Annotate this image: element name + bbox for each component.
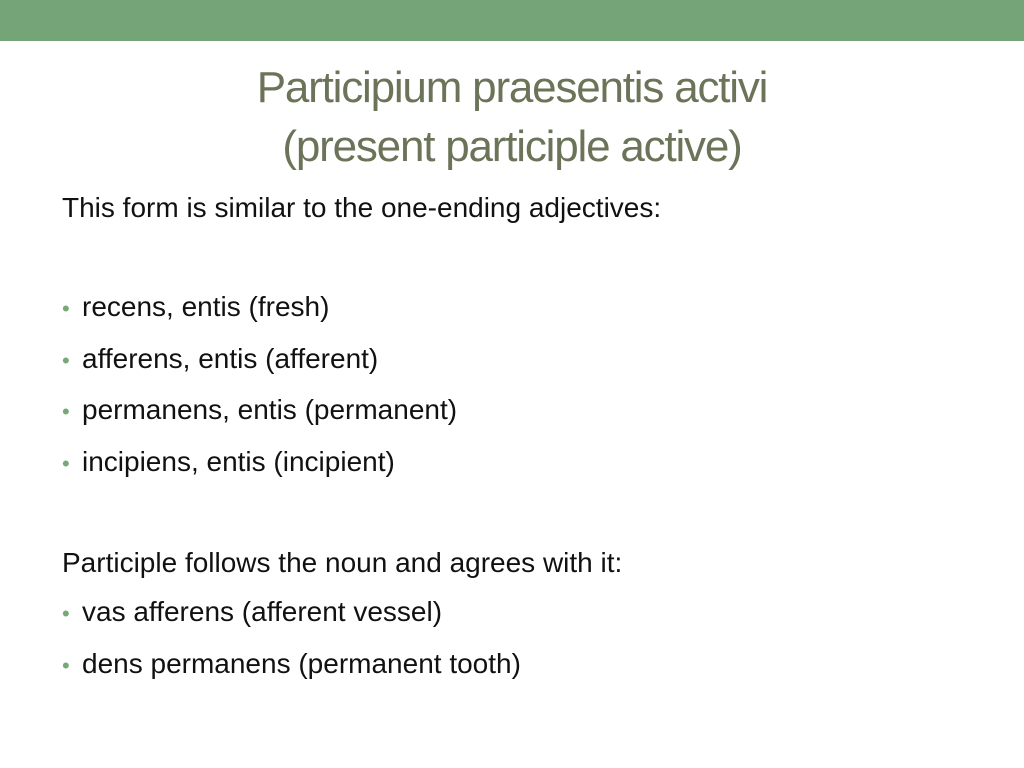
slide-body: [62, 183, 982, 690]
bullet-icon: •: [62, 399, 70, 424]
list-item-text: permanens, entis (permanent): [82, 394, 458, 425]
list-item-text: vas afferens (afferent vessel): [82, 596, 443, 627]
intro-text: This form is similar to the one-ending adjectives:: [62, 192, 662, 223]
list-item-text: afferens, entis (afferent): [82, 342, 379, 374]
list-item-text: recens, entis (fresh): [82, 291, 330, 322]
bullet-icon: •: [62, 652, 70, 678]
adjective-list: [62, 282, 982, 488]
list-item: [62, 437, 982, 489]
top-accent-bar: [0, 0, 1024, 41]
list-item: [62, 385, 982, 437]
example-list: [62, 587, 982, 690]
slide-title: [0, 58, 1024, 176]
list-item: [62, 334, 982, 386]
blank-line: [62, 233, 982, 283]
list-item-text: dens permanens (permanent tooth): [82, 647, 521, 679]
blank-line: [62, 488, 982, 538]
rule-text: Participle follows the noun and agrees with it:: [62, 546, 623, 578]
bullet-icon: •: [62, 601, 70, 626]
list-item: [62, 282, 982, 334]
bullet-icon: •: [62, 296, 70, 321]
list-item: [62, 587, 982, 639]
list-item-text: incipiens, entis (incipient): [82, 445, 395, 477]
bullet-icon: •: [62, 450, 70, 476]
list-item: [62, 639, 982, 691]
title-line-1: Participium praesentis activi: [256, 63, 768, 112]
bullet-icon: •: [62, 347, 70, 373]
title-line-2: (present participle active): [282, 122, 742, 171]
